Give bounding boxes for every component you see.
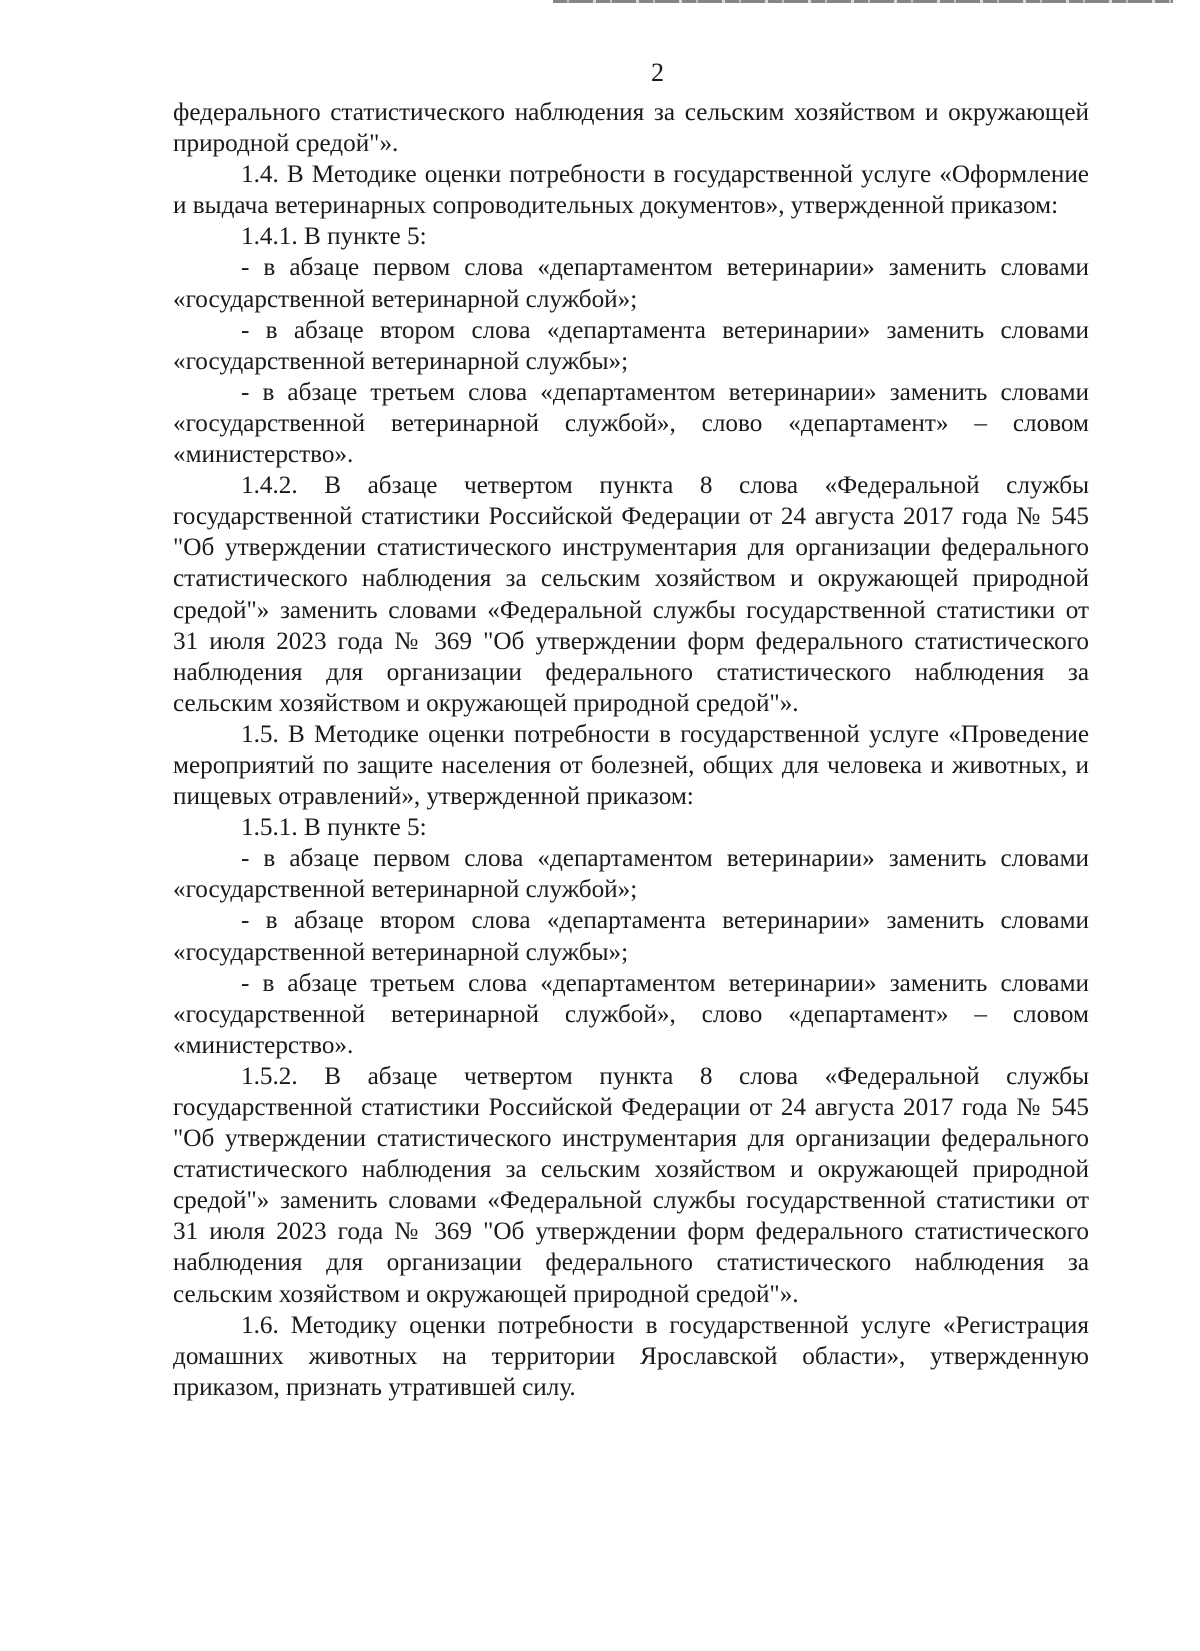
paragraph-1-6: 1.6. Методику оценки потребности в государственной услуге «Регистрация домашних животных на территории Ярославской области», утвержденную приказом, признать утратившей силу. (173, 1311, 1089, 1401)
paragraph-1-4-1-item-1: - в абзаце первом слова «департаментом ветеринарии» заменить словами «государственной ветеринарной службой»; (173, 254, 1089, 313)
paragraph-1-5: 1.5. В Методике оценки потребности в государственной услуге «Проведение мероприятий по защите населения от болезней, общих для человека и животных, и пищевых отравлений», утвержденной приказом: (173, 720, 1089, 811)
paragraph-1-4: 1.4. В Методике оценки потребности в государственной услуге «Оформление и выдача ветеринарных сопроводительных документов», утвержденной приказом: (173, 161, 1089, 220)
paragraph-1-5-2: 1.5.2. В абзаце четвертом пункта 8 слова «Федеральной службы государственной статистики Российской Федерации от 24 августа 2017 года № 545 "Об утверждении статистического инструментария для организации федерального статистического наблюдения за сельским хозяйством и окружающей природной средой"» заменить словами «Федеральной службы государственной статистики от 31 июля 2023 года № 369 "Об утверждении форм федерального статистического наблюдения для организации федерального статистического наблюдения за сельским хозяйством и окружающей природной средой"». (173, 1062, 1089, 1308)
paragraph-1-4-2: 1.4.2. В абзаце четвертом пункта 8 слова «Федеральной службы государственной статистики Российской Федерации от 24 августа 2017 года № 545 "Об утверждении статистического инструментария для организации федерального статистического наблюдения за сельским хозяйством и окружающей природной средой"» заменить словами «Федеральной службы государственной статистики от 31 июля 2023 года № 369 "Об утверждении форм федерального статистического наблюдения для организации федерального статистического наблюдения за сельским хозяйством и окружающей природной средой"». (173, 472, 1089, 717)
paragraph-1-5-1-item-1: - в абзаце первом слова «департаментом ветеринарии» заменить словами «государственной ветеринарной службой»; (173, 845, 1089, 904)
paragraph-1-4-1-item-3: - в абзаце третьем слова «департаментом ветеринарии» заменить словами «государственной ветеринарной службой», слово «департамент» – словом «министерство». (173, 378, 1089, 469)
paragraph-1-5-1: 1.5.1. В пункте 5: (241, 814, 427, 842)
document-body (173, 97, 1089, 1403)
page-number: 2 (651, 58, 664, 87)
paragraph-1-4-1-item-2: - в абзаце втором слова «департамента ветеринарии» заменить словами «государственной ветеринарной службы»; (173, 316, 1089, 375)
paragraph-continuation: федерального статистического наблюдения за сельским хозяйством и окружающей природной средой"». (173, 99, 1089, 158)
paragraph-1-5-1-item-3: - в абзаце третьем слова «департаментом ветеринарии» заменить словами «государственной ветеринарной службой», слово «департамент» – словом «министерство». (173, 969, 1089, 1059)
paragraph-1-4-1: 1.4.1. В пункте 5: (241, 223, 427, 251)
scan-edge-mark (553, 0, 1173, 3)
paragraph-1-5-1-item-2: - в абзаце втором слова «департамента ветеринарии» заменить словами «государственной ветеринарной службы»; (173, 907, 1089, 966)
